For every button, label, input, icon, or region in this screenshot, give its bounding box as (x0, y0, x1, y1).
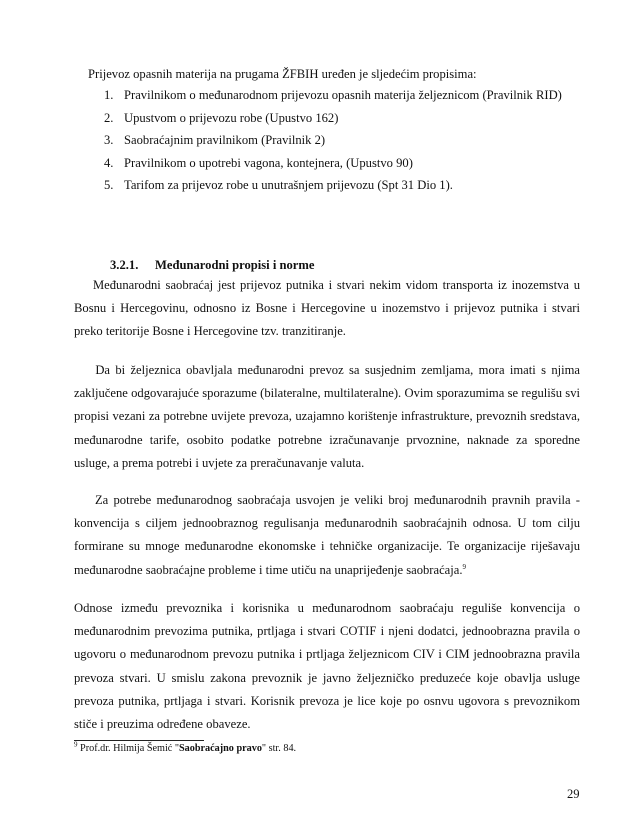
paragraph-line-text: međunarodne saobraćajne probleme i time utiču na unaprijeđenje saobraćaja. (74, 562, 463, 577)
paragraph-line: zaključene odgovarajuće sporazume (bilateralne, multilateralne). Ovim sporazumima se regulišu svi (74, 386, 580, 401)
list-item-text: Tarifom za prijevoz robe u unutrašnjem prijevozu (Spt 31 Dio 1). (124, 178, 453, 192)
paragraph-line: stiče i preuzima određene obaveze. (74, 717, 251, 732)
paragraph-line: Da bi željeznica obavljala međunarodni prevoz sa susjednim zemljama, mora imati s njima (74, 363, 580, 377)
paragraph-line: međunarodnim prevozima putnika, prtljaga i stvari COTIF i njeni dodatci, jednoobrazna pravila o (74, 624, 580, 639)
list-item-text: Saobraćajnim pravilnikom (Pravilnik 2) (124, 133, 326, 147)
list-item (104, 110, 562, 133)
list-item-number: 2. (104, 110, 114, 125)
paragraph-line: ugovoru o međunarodnom prevozu putnika i prtljaga željeznicom CIV i CIM jednoobrazna pravila (74, 647, 580, 662)
paragraph-line: propisi vezani za potrebne uvijete prevoza, uzajamno korištenje infrastrukture, prevoznih sredstava, (74, 409, 580, 424)
paragraph-1 (74, 274, 580, 344)
paragraph-line (74, 559, 580, 582)
list-item-text: Pravilnikom o upotrebi vagona, kontejnera, (Upustvo 90) (124, 155, 413, 170)
footnote-divider (74, 740, 204, 741)
list-item-number: 5. (104, 178, 114, 192)
footnote-reference[interactable]: 9 (462, 562, 466, 571)
regulations-list (104, 87, 562, 200)
paragraph-line: Za potrebe međunarodnog saobraćaja usvojen je veliki broj međunarodnih pravnih pravila - (74, 493, 580, 507)
section-heading (110, 258, 314, 273)
paragraph-2 (74, 359, 580, 475)
section-number: 3.2.1. (110, 258, 139, 272)
paragraph-line: formirane su mnoge međunarodne ekonomske i tehničke organizacije. Te organizacije riješavaju (74, 539, 580, 554)
paragraph-line: Bosnu i Hercegovinu, odnosno iz Bosne i Hercegovine u inozemstvo i prijevoz putnika i stvari (74, 301, 580, 316)
paragraph-line: Međunarodni saobraćaj jest prijevoz putnika i stvari nekim vidom transporta iz inozemstva u (74, 278, 580, 292)
list-item-number: 4. (104, 155, 114, 170)
list-item-text: Pravilnikom o međunarodnom prijevozu opasnih materija željeznicom (Pravilnik RID) (124, 88, 562, 102)
section-title: Međunarodni propisi i norme (155, 258, 315, 272)
list-item (104, 132, 562, 155)
paragraph-line: usluge, a prema potrebi i uvjete za preračunavanje valuta. (74, 455, 365, 470)
paragraph-line: konvencija s ciljem jednoobraznog regulisanja međunarodnih saobraćajnih odnosa. U tom cilju (74, 516, 580, 531)
paragraph-4 (74, 597, 580, 736)
footnote-book-title: Saobraćajno pravo (179, 743, 262, 754)
list-item-text: Upustvom o prijevozu robe (Upustvo 162) (124, 110, 339, 125)
list-item-number: 1. (104, 88, 114, 102)
page-number: 29 (567, 787, 580, 801)
list-item (104, 155, 562, 178)
footnote-author: Prof.dr. Hilmija Šemić " (77, 743, 179, 754)
paragraph-line: međunarodne tarife, osobito podatke potrebne izračunavanje prvoznine, naknade za sporedne (74, 432, 580, 447)
paragraph-line: prevoza stvari. U smislu zakona prevoznik je javno željezničko preduzeće koje obavlja usluge (74, 670, 580, 685)
paragraph-line: prevoza putnika, prtljaga i stvari. Korisnik prevoza je lice koje po osnvu ugovora s prevoznikom (74, 693, 580, 708)
list-item-number: 3. (104, 133, 114, 147)
paragraph-line: preko teritorije Bosne i Hercegovine tzv. tranzitiranje. (74, 324, 346, 339)
paragraph-line: Odnose između prevoznika i korisnika u međunarodnom saobraćaju reguliše konvencija o (74, 601, 580, 615)
footnote (74, 740, 297, 754)
footnote-number: 9 (74, 740, 78, 749)
footnote-page-ref: " str. 84. (261, 743, 297, 754)
paragraph-3 (74, 489, 580, 582)
intro-sentence: Prijevoz opasnih materija na prugama ŽFBIH uređen je sljedećim propisima: (88, 67, 477, 81)
list-item (104, 87, 562, 110)
list-item (104, 177, 562, 200)
